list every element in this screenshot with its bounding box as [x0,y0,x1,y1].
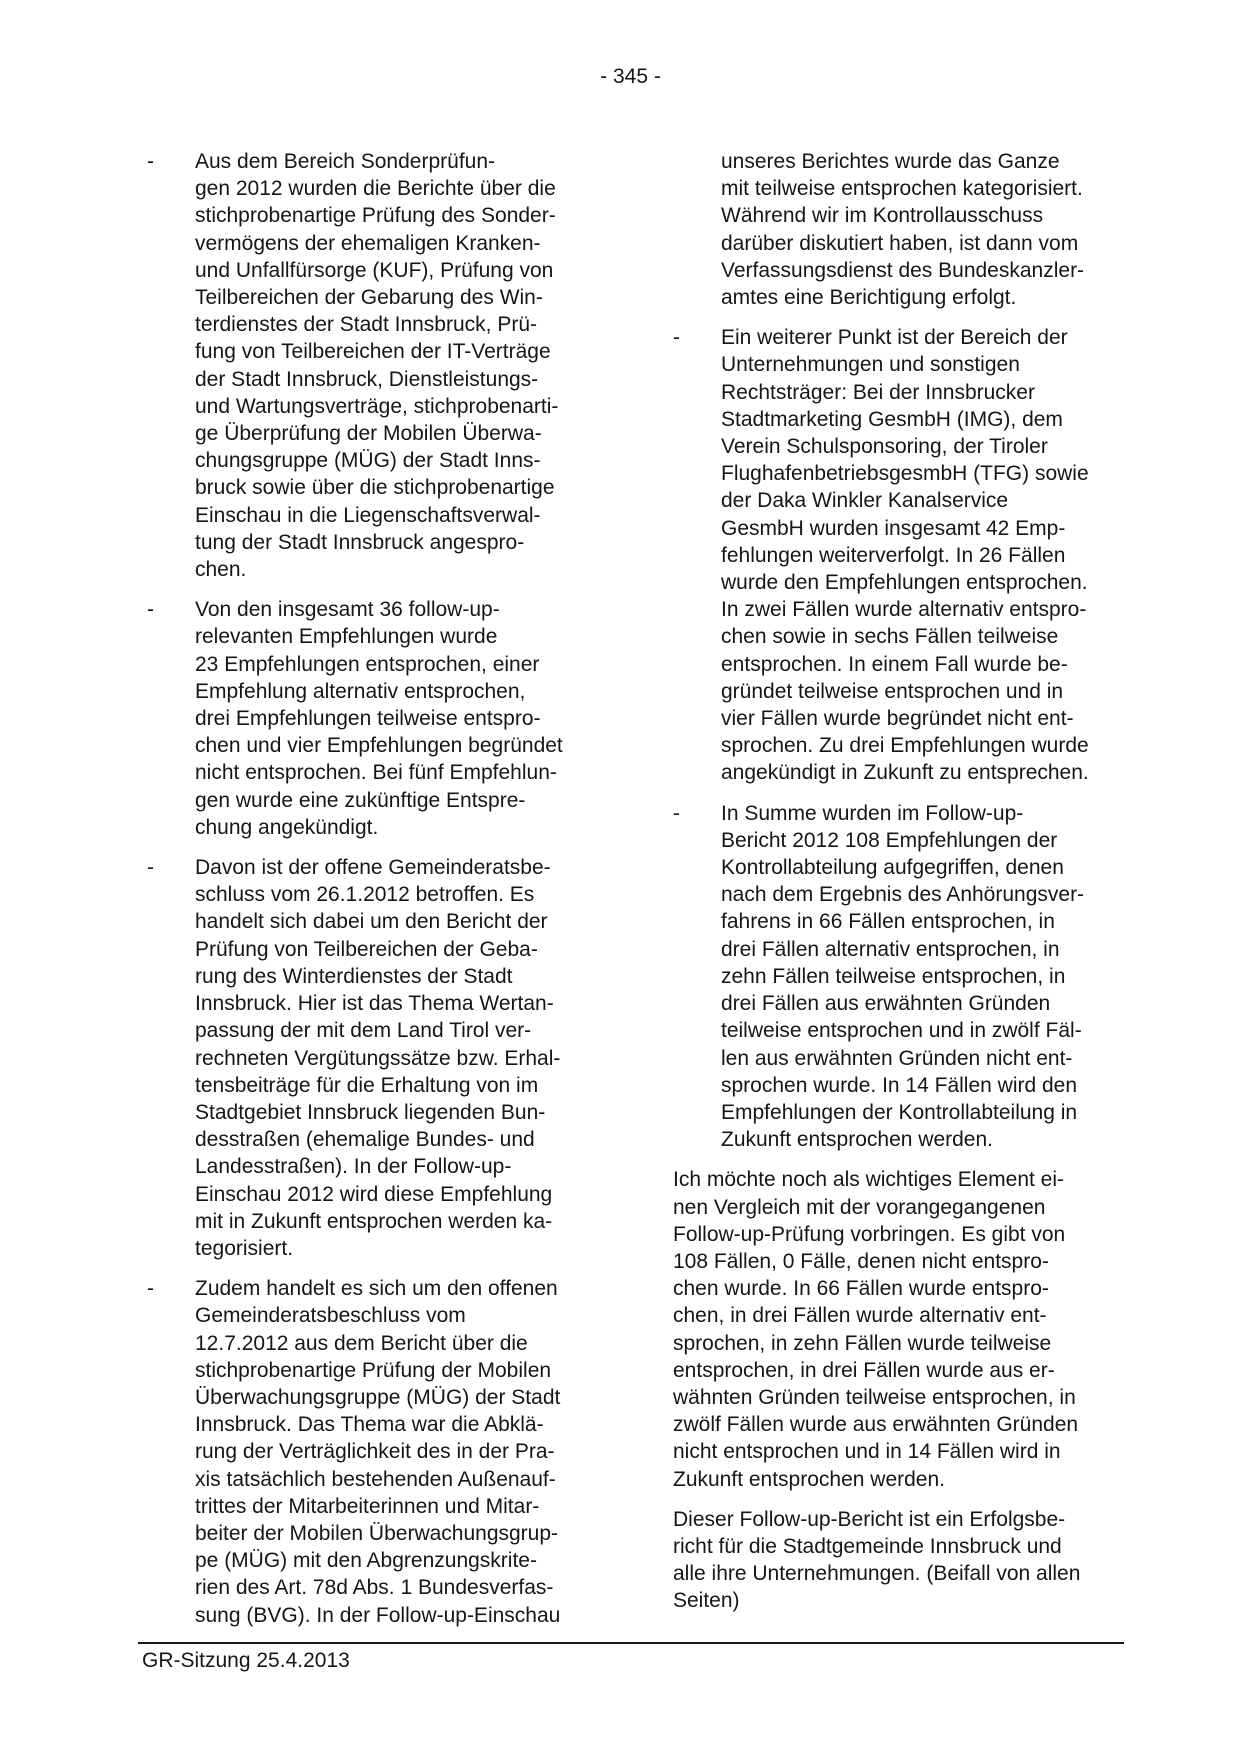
text-line: stichprobenartige Prüfung des Sonder- [195,204,556,228]
text-line: nen Vergleich mit der vorangegangenen [673,1195,1046,1219]
text-line: Prüfung von Teilbereichen der Geba- [195,937,538,961]
text-line: unseres Berichtes wurde das Ganze [721,150,1060,173]
continuation-paragraph [673,148,1153,311]
text-line: desstraßen (ehemalige Bundes- und [195,1128,535,1152]
paragraph-lines [673,1506,1153,1615]
bullet-item [673,324,1153,786]
text-line: Zukunft entsprochen werden. [673,1467,945,1491]
text-line: stichprobenartige Prüfung der Mobilen [195,1358,552,1382]
paragraph-lines [195,148,558,583]
text-line: Überwachungsgruppe (MÜG) der Stadt [195,1385,561,1409]
text-line: Rechtsträger: Bei der Innsbrucker [721,380,1035,404]
text-line: Zukunft entsprochen werden. [721,1128,993,1152]
text-line: wurde den Empfehlungen entsprochen. [721,571,1088,595]
bullet-item [147,596,617,841]
text-line: Bericht 2012 108 Empfehlungen der [721,828,1058,852]
text-line: In Summe wurden im Follow-up- [721,801,1024,825]
text-line: ge Überprüfung der Mobilen Überwa- [195,422,542,446]
text-line: sprochen wurde. In 14 Fällen wird den [721,1073,1078,1097]
text-line: Zudem handelt es sich um den offenen [195,1277,558,1301]
text-line: Davon ist der offene Gemeinderatsbe- [195,856,551,880]
text-line: alle ihre Unternehmungen. (Beifall von allen [673,1562,1081,1586]
text-line: rung des Winterdienstes der Stadt [195,964,513,988]
text-line: Einschau in die Liegenschaftsverwal- [195,503,541,527]
text-line: richt für die Stadtgemeinde Innsbruck und [673,1534,1062,1558]
text-line: wähnten Gründen teilweise entsprochen, in [673,1385,1076,1409]
text-line: In zwei Fällen wurde alternativ entspro- [721,598,1087,622]
text-line: 23 Empfehlungen entsprochen, einer [195,652,540,676]
text-line: nicht entsprochen und in 14 Fällen wird in [673,1440,1061,1464]
text-line: zwölf Fällen wurde aus erwähnten Gründen [673,1413,1079,1437]
text-line: tung der Stadt Innsbruck angespro- [195,530,525,554]
text-line: len aus erwähnten Gründen nicht ent- [721,1046,1073,1070]
text-line: chen und vier Empfehlungen begründet [195,734,563,758]
text-line: nach dem Ergebnis des Anhörungsver- [721,883,1085,907]
text-line: tegorisiert. [195,1236,294,1260]
footer-text: GR-Sitzung 25.4.2013 [142,1649,350,1672]
text-line: pe (MÜG) mit den Abgrenzungskrite- [195,1549,537,1573]
text-line: Verfassungsdienst des Bundeskanzler- [721,258,1085,282]
text-line: Kontrollabteilung aufgegriffen, denen [721,856,1064,880]
text-line: angekündigt in Zukunft zu entsprechen. [721,761,1089,785]
bullet-item [673,800,1153,1154]
text-line: fahrens in 66 Fällen entsprochen, in [721,910,1055,934]
text-line: Während wir im Kontrollausschuss [721,204,1044,228]
text-line: gründet teilweise entsprochen und in [721,679,1064,703]
text-line: vermögens der ehemaligen Kranken- [195,231,541,255]
text-line: 108 Fällen, 0 Fälle, denen nicht entspro- [673,1249,1049,1273]
footer-divider [138,1642,1124,1644]
text-line: tensbeiträge für die Erhaltung von im [195,1073,539,1097]
text-line: Stadtgebiet Innsbruck liegenden Bun- [195,1100,546,1124]
bullet-dash: - [147,1277,154,1301]
text-line: FlughafenbetriebsgesmbH (TFG) sowie [721,462,1089,486]
text-line: entsprochen, in drei Fällen wurde aus er- [673,1358,1055,1382]
text-line: gen 2012 wurden die Berichte über die [195,177,556,201]
text-line: chen, in drei Fällen wurde alternativ ent- [673,1304,1047,1328]
paragraph-lines [195,596,563,841]
text-line: rechneten Vergütungssätze bzw. Erhal- [195,1046,561,1070]
text-line: chung angekündigt. [195,815,379,839]
text-line: Seiten) [673,1589,740,1613]
text-line: Einschau 2012 wird diese Empfehlung [195,1182,553,1206]
text-line: drei Fällen alternativ entsprochen, in [721,937,1060,961]
text-line: fung von Teilbereichen der IT-Verträge [195,340,551,364]
text-line: Landesstraßen). In der Follow-up- [195,1155,512,1179]
paragraph-lines [721,148,1153,311]
text-line: Dieser Follow-up-Bericht ist ein Erfolgsbe- [673,1507,1066,1531]
text-line: Aus dem Bereich Sonderprüfun- [195,150,495,173]
text-line: trittes der Mitarbeiterinnen und Mitar- [195,1494,540,1518]
text-line: drei Empfehlungen teilweise entspro- [195,707,541,731]
text-line: Ich möchte noch als wichtiges Element ei- [673,1168,1065,1192]
text-line: chungsgruppe (MÜG) der Stadt Inns- [195,449,541,473]
text-line: mit teilweise entsprochen kategorisiert. [721,177,1083,201]
text-line: Stadtmarketing GesmbH (IMG), dem [721,407,1063,431]
bullet-dash: - [673,801,680,825]
text-line: Follow-up-Prüfung vorbringen. Es gibt von [673,1222,1066,1246]
text-line: teilweise entsprochen und in zwölf Fäl- [721,1019,1082,1043]
text-line: Innsbruck. Das Thema war die Abklä- [195,1413,544,1437]
left-column [147,148,617,1629]
bullet-item [147,148,617,583]
text-line: sprochen, in zehn Fällen wurde teilweise [673,1331,1052,1355]
body-paragraph [673,1506,1153,1615]
text-line: sung (BVG). In der Follow-up-Einschau [195,1603,561,1627]
text-line: 12.7.2012 aus dem Bericht über die [195,1331,528,1355]
text-line: chen wurde. In 66 Fällen wurde entspro- [673,1277,1049,1301]
text-line: passung der mit dem Land Tirol ver- [195,1019,532,1043]
text-line: darüber diskutiert haben, ist dann vom [721,231,1079,255]
text-line: Ein weiterer Punkt ist der Bereich der [721,326,1068,350]
text-line: rung der Verträglichkeit des in der Pra- [195,1440,555,1464]
text-line: Gemeinderatsbeschluss vom [195,1304,466,1328]
text-line: Empfehlung alternativ entsprochen, [195,679,526,703]
text-line: nicht entsprochen. Bei fünf Empfehlun- [195,761,557,785]
bullet-item [147,1275,617,1629]
text-line: chen sowie in sechs Fällen teilweise [721,625,1059,649]
text-line: der Stadt Innsbruck, Dienstleistungs- [195,367,539,391]
bullet-dash: - [673,326,680,350]
text-line: rien des Art. 78d Abs. 1 Bundesverfas- [195,1576,554,1600]
text-line: und Wartungsverträge, stichprobenarti- [195,394,559,418]
bullet-dash: - [147,598,154,622]
text-line: Teilbereichen der Gebarung des Win- [195,286,543,310]
text-line: drei Fällen aus erwähnten Gründen [721,992,1051,1016]
text-line: Innsbruck. Hier ist das Thema Wertan- [195,992,554,1016]
text-line: amtes eine Berichtigung erfolgt. [721,286,1017,310]
text-line: fehlungen weiterverfolgt. In 26 Fällen [721,543,1066,567]
right-column [673,148,1153,1615]
text-line: zehn Fällen teilweise entsprochen, in [721,964,1066,988]
bullet-item [147,854,617,1262]
text-line: terdienstes der Stadt Innsbruck, Prü- [195,313,537,337]
paragraph-lines [721,800,1084,1154]
text-line: GesmbH wurden insgesamt 42 Emp- [721,516,1066,540]
text-line: mit in Zukunft entsprochen werden ka- [195,1209,553,1233]
text-line: handelt sich dabei um den Bericht der [195,910,548,934]
text-line: gen wurde eine zukünftige Entspre- [195,788,526,812]
text-line: schluss vom 26.1.2012 betroffen. Es [195,883,535,907]
bullet-dash: - [147,856,154,880]
page-number: - 345 - [600,65,661,88]
text-line: chen. [195,558,247,582]
text-line: der Daka Winkler Kanalservice [721,489,1009,513]
text-line: und Unfallfürsorge (KUF), Prüfung von [195,258,554,282]
text-line: relevanten Empfehlungen wurde [195,625,498,649]
text-line: Verein Schulsponsoring, der Tiroler [721,435,1048,459]
text-line: entsprochen. In einem Fall wurde be- [721,652,1068,676]
paragraph-lines [195,854,560,1262]
text-line: Von den insgesamt 36 follow-up- [195,598,500,622]
text-line: beiter der Mobilen Überwachungsgrup- [195,1521,559,1545]
text-line: xis tatsächlich bestehenden Außenauf- [195,1467,556,1491]
bullet-dash: - [147,150,154,173]
text-line: vier Fällen wurde begründet nicht ent- [721,707,1074,731]
paragraph-lines [673,1166,1153,1492]
text-line: bruck sowie über die stichprobenartige [195,476,555,500]
body-paragraph [673,1166,1153,1492]
paragraph-lines [195,1275,560,1629]
text-line: sprochen. Zu drei Empfehlungen wurde [721,734,1089,758]
text-line: Empfehlungen der Kontrollabteilung in [721,1100,1078,1124]
paragraph-lines [721,324,1089,786]
text-line: Unternehmungen und sonstigen [721,353,1020,377]
